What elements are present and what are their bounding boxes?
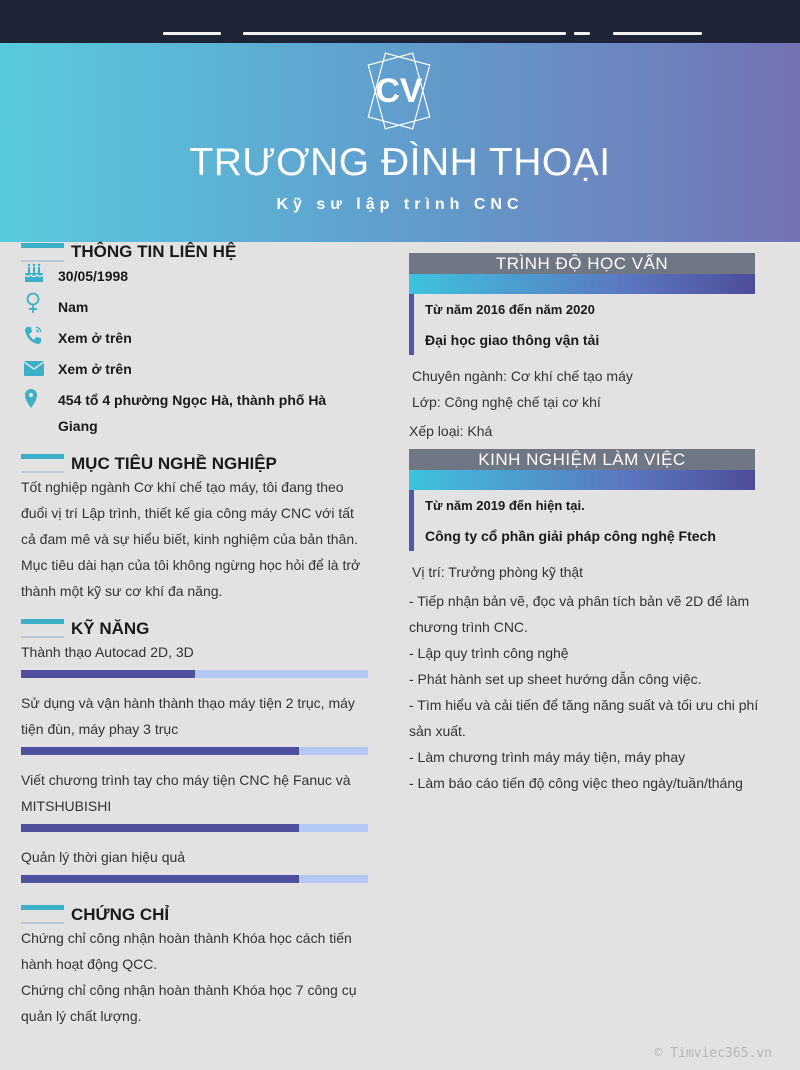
skill-bar-fill xyxy=(21,875,299,883)
email-value: Xem ở trên xyxy=(58,361,132,377)
objective-line: Mục tiêu dài hạn của tôi không ngừng học hỏi để là trở xyxy=(21,557,361,573)
email-icon xyxy=(22,357,46,379)
education-title: TRÌNH ĐỘ HỌC VẤN xyxy=(409,253,755,274)
duty-line: sản xuất. xyxy=(409,723,466,739)
cv-logo xyxy=(354,46,444,136)
top-toolbar xyxy=(0,0,800,43)
candidate-name: TRƯƠNG ĐÌNH THOẠI xyxy=(189,141,611,184)
skill-bar-fill xyxy=(21,824,299,832)
certificates-text xyxy=(21,925,371,1029)
job-title: Kỹ sư lập trình CNC xyxy=(276,196,524,213)
duty-line: - Tìm hiểu và cải tiến để tăng năng suất và tối ưu chi phí xyxy=(409,697,759,713)
duty-line: - Phát hành set up sheet hướng dẫn công việc. xyxy=(409,671,702,687)
experience-period: Từ năm 2019 đến hiện tại. xyxy=(425,498,585,513)
skill-label xyxy=(21,690,355,742)
section-accent xyxy=(21,905,64,910)
gender-value: Nam xyxy=(58,299,89,315)
education-class: Lớp: Công nghệ chế tại cơ khí xyxy=(412,394,601,410)
skill-label-line: tiện đùn, máy phay 3 trục xyxy=(21,721,179,737)
section-underline xyxy=(21,471,64,473)
phone-value: Xem ở trên xyxy=(58,330,132,346)
birthday-value: 30/05/1998 xyxy=(58,268,129,284)
toolbar-dash xyxy=(243,32,566,35)
skill-bar-fill xyxy=(21,747,299,755)
skill-label-line: Sử dụng và vận hành thành thạo máy tiện 2 trục, máy xyxy=(21,695,355,711)
skill-bar-fill xyxy=(21,670,195,678)
skill-label-line: MITSHUBISHI xyxy=(21,798,112,814)
objective-line: Tốt nghiệp ngành Cơ khí chế tạo máy, tôi đang theo xyxy=(21,479,344,495)
objective-text xyxy=(21,474,371,604)
experience-header xyxy=(409,449,755,490)
objective-line: đuổi vị trí Lập trình, thiết kế gia công máy CNC với tất xyxy=(21,505,354,521)
certificate-line: Chứng chỉ công nhận hoàn thành Khóa học cách tiến xyxy=(21,930,352,946)
certificate-line: Chứng chỉ công nhận hoàn thành Khóa học 7 công cụ xyxy=(21,982,357,998)
certificates-title: CHỨNG CHỈ xyxy=(71,905,170,924)
location-pin-icon xyxy=(22,388,46,410)
address-line: Giang xyxy=(58,418,98,434)
female-gender-icon xyxy=(22,292,46,314)
skill-label: Quản lý thời gian hiệu quả xyxy=(21,849,186,865)
duty-line: - Lập quy trình công nghệ xyxy=(409,645,569,661)
phone-icon xyxy=(22,324,46,346)
experience-company: Công ty cổ phần giải pháp công nghệ Ftech xyxy=(425,528,716,544)
objective-line: thành một kỹ sư cơ khí đa năng. xyxy=(21,583,223,599)
address-line: 454 tổ 4 phường Ngọc Hà, thành phố Hà xyxy=(58,392,327,408)
experience-duties xyxy=(409,588,759,796)
duty-line: - Tiếp nhận bản vẽ, đọc và phân tích bản vẽ 2D để làm xyxy=(409,593,750,609)
section-accent xyxy=(21,619,64,624)
birthday-cake-icon xyxy=(22,262,46,284)
address-value xyxy=(58,387,326,439)
certificate-line: hành hoạt động QCC. xyxy=(21,956,158,972)
skills-title: KỸ NĂNG xyxy=(71,619,150,638)
watermark: © Timviec365.vn xyxy=(654,1046,772,1061)
education-major: Chuyên ngành: Cơ khí chế tạo máy xyxy=(412,368,633,384)
education-header xyxy=(409,253,755,294)
contact-title: THÔNG TIN LIÊN HỆ xyxy=(71,242,237,261)
skill-bar xyxy=(21,875,368,883)
experience-position: Vị trí: Trưởng phòng kỹ thật xyxy=(412,564,584,580)
cv-header xyxy=(0,43,800,242)
certificate-line: quản lý chất lượng. xyxy=(21,1008,142,1024)
objective-line: cả đam mê và sự hiểu biết, kinh nghiệm của bản thân. xyxy=(21,531,359,547)
objective-title: MỤC TIÊU NGHỀ NGHIỆP xyxy=(71,454,277,473)
section-accent xyxy=(21,243,64,248)
section-underline xyxy=(21,636,64,638)
education-entry xyxy=(409,294,760,355)
experience-title: KINH NGHIỆM LÀM VIỆC xyxy=(409,449,755,470)
duty-line: - Làm chương trình máy máy tiện, máy phay xyxy=(409,749,686,765)
skill-bar xyxy=(21,670,368,678)
education-period: Từ năm 2016 đến năm 2020 xyxy=(425,302,595,317)
skill-label xyxy=(21,767,351,819)
duty-line: - Làm báo cáo tiến độ công việc theo ngày/tuần/tháng xyxy=(409,775,743,791)
section-accent xyxy=(21,454,64,459)
education-rank: Xếp loại: Khá xyxy=(409,423,493,439)
skill-label: Thành thạo Autocad 2D, 3D xyxy=(21,644,194,660)
section-gradient-band xyxy=(409,470,755,490)
section-underline xyxy=(21,922,64,924)
skill-bar xyxy=(21,824,368,832)
experience-entry xyxy=(409,490,760,551)
education-school: Đại học giao thông vận tải xyxy=(425,332,600,348)
toolbar-dash xyxy=(574,32,590,35)
toolbar-dash xyxy=(613,32,702,35)
duty-line: chương trình CNC. xyxy=(409,619,528,635)
skill-label-line: Viết chương trình tay cho máy tiện CNC hệ Fanuc và xyxy=(21,772,351,788)
section-gradient-band xyxy=(409,274,755,294)
skill-bar xyxy=(21,747,368,755)
toolbar-dash xyxy=(163,32,221,35)
logo-text: CV xyxy=(375,72,423,110)
